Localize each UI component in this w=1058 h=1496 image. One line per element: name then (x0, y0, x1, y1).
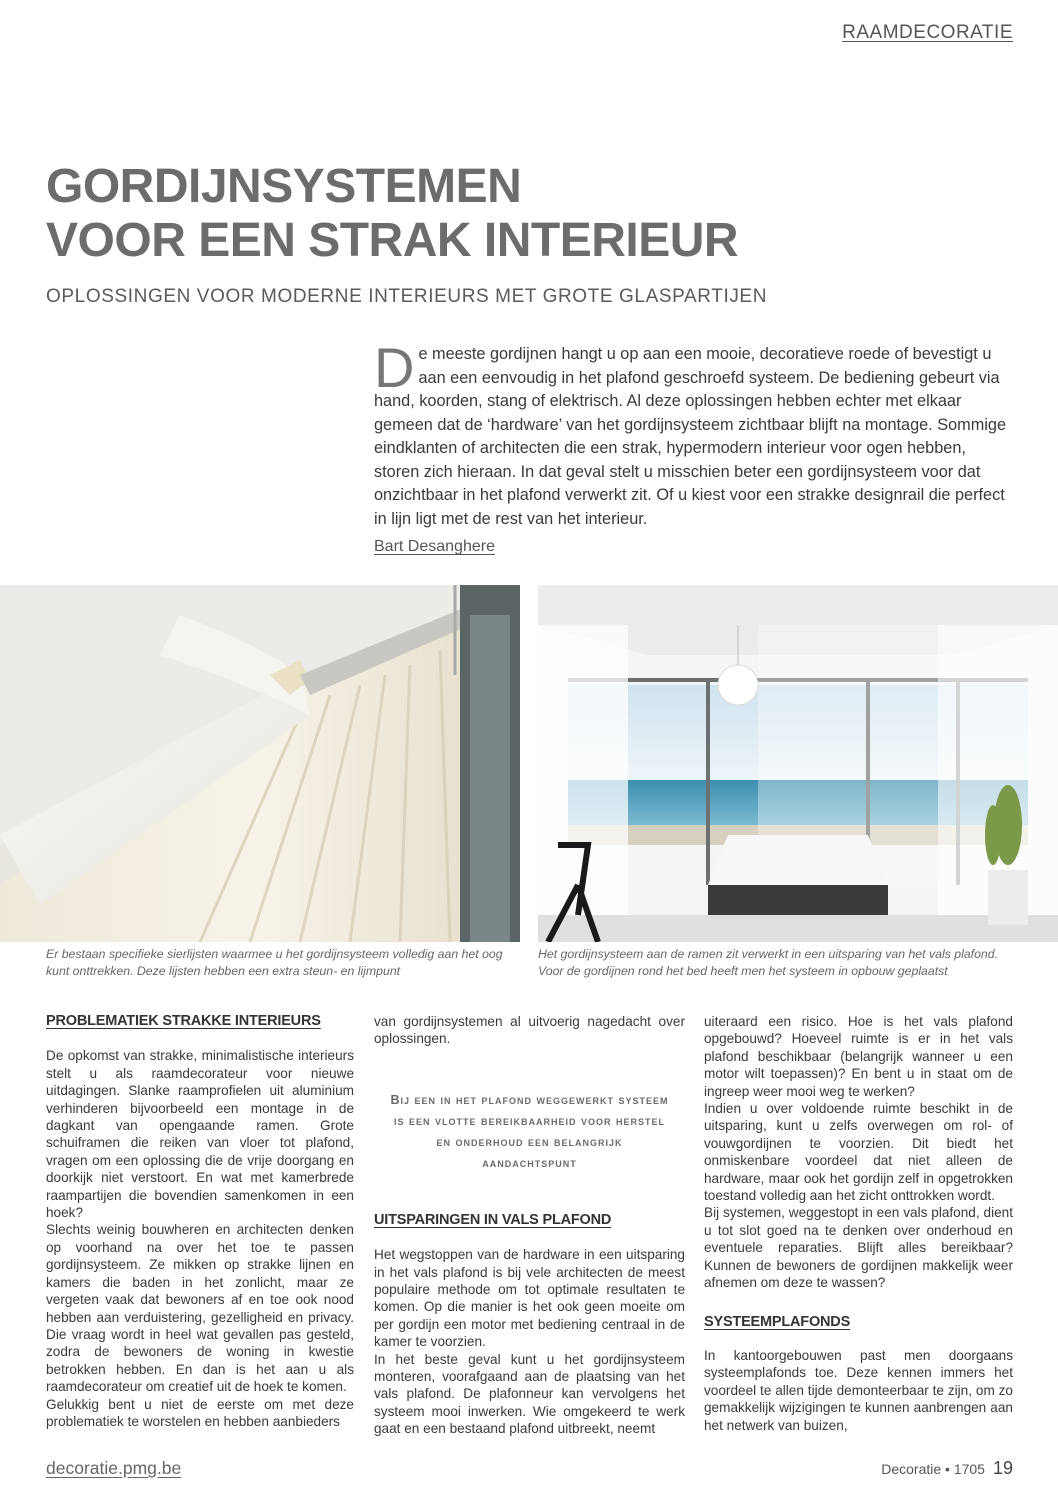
col2-paragraph-2: Het wegstoppen van de hardware in een uitsparing in het vals plafond is bij vele architecten de meest populaire methode om tot optimale resultaten te komen. Op die manier is het ook geen moeite om per gordijn een motor met bediening centraal in de kamer te voorzien. (374, 1247, 685, 1350)
drop-cap: D (374, 336, 415, 399)
col3-paragraph-1: uiteraard een risico. Hoe is het vals plafond opgebouwd? Hoeveel ruimte is er in het vals plafond beschikbaar (belangrijk wanneer u een motor wilt toepassen)? En bent u in staat om de ingreep weer mooi weg te werken? (704, 1014, 1013, 1099)
footer-page-info (881, 1458, 1013, 1479)
intro-paragraph (374, 336, 1014, 531)
intro-text: e meeste gordijnen hangt u op aan een mooie, decoratieve roede of bevestigt u aan een eenvoudig in het plafond geschroefd systeem. De bediening gebeurt via hand, koorden, stang of elektrisch. Al deze oplossingen hebben echter met elkaar gemeen dat de ‘hardware’ van het gordijnsysteem zichtbaar blijft na montage. Sommige eindklanten of architecten die een strak, hypermodern interieur voor ogen hebben, storen zich hieraan. In dat geval stelt u misschien beter een gordijnsysteem voor dat onzichtbaar in het plafond verwerkt zit. Of u kiest voor een strakke designrail die perfect in lijn ligt met de rest van het interieur. (374, 345, 1006, 528)
heading-systeemplafonds: SYSTEEMPLAFONDS (704, 1313, 851, 1330)
pull-quote: Bij een in het plafond weggewerkt systeem is een vlotte bereikbaarheid voor herstel en onderhoud een belangrijk aandachtspunt (390, 1092, 669, 1170)
col1-paragraph-1: De opkomst van strakke, minimalistische interieurs stelt u als raamdecorateur voor nieuwe uitdagingen. Slanke raamprofielen uit aluminium verhinderen bijvoorbeeld een montage in de dagkant van opengaande ramen. Grote schuiframen die reiken van vloer tot plafond, vragen om een oplossing die de vrije doorgang en doorkijk niet verstoort. En wat met kamerbrede raampartijen die bovendien samenkomen in een hoek? (46, 1048, 354, 1221)
column-3 (704, 1013, 1013, 1434)
title-line-1: GORDIJNSYSTEMEN (46, 160, 522, 213)
author-byline: Bart Desanghere (374, 538, 495, 555)
photo-bedroom (538, 585, 1058, 942)
col3-paragraph-3: Bij systemen, weggestopt in een vals plafond, dient u tot slot goed na te denken over onderhoud en eventuele reparaties. Blijft alles bereikbaar? Kunnen de bewoners de gordijnen makkelijk weer afnemen om deze te wassen? (704, 1205, 1013, 1291)
section-label: RAAMDECORATIE (842, 22, 1013, 43)
col2-paragraph-3: In het beste geval kunt u het gordijnsysteem monteren, voorafgaand aan de plaatsing van het vals plafond. De plafonneur kan vervolgens het systeem mooi inwerken. Wie omgekeerd te werk gaat en een bestaand plafond uitbreekt, neemt (374, 1351, 685, 1437)
heading-uitsparingen: UITSPARINGEN IN VALS PLAFOND (374, 1211, 612, 1228)
col3-paragraph-4: In kantoorgebouwen past men doorgaans systeemplafonds toe. Deze kennen immers het voordeel te allen tijde demonteerbaar te zijn, om zo gemakkelijk wijzigingen te kunnen aanbrengen aan het netwerk van buizen, (704, 1347, 1013, 1433)
column-2 (374, 1013, 685, 1438)
cornice-illustration (0, 585, 520, 942)
footer-website-link[interactable]: decoratie.pmg.be (46, 1458, 182, 1478)
bedroom-illustration (538, 585, 1058, 942)
page-number: 19 (992, 1458, 1013, 1478)
caption-left: Er bestaan specifieke sierlijsten waarmee u het gordijnsysteem volledig aan het oog kunt onttrekken. Deze lijsten hebben een extra steun- en lijmpunt (46, 947, 503, 978)
title-line-2: VOOR EEN STRAK INTERIEUR (46, 214, 739, 267)
article-subtitle: OPLOSSINGEN VOOR MODERNE INTERIEURS MET GROTE GLASPARTIJEN (46, 286, 768, 307)
caption-right: Het gordijnsysteem aan de ramen zit verwerkt in een uitsparing van het vals plafond. Voor de gordijnen rond het bed heeft men het systeem in opbouw geplaatst (538, 947, 999, 978)
col1-paragraph-3: Gelukkig bent u niet de eerste om met deze problematiek te worstelen en hebben aanbieders (46, 1396, 354, 1429)
col1-paragraph-2: Slechts weinig bouwheren en architecten denken op voorhand na over het toe te passen gordijnsysteem. Ze mikken op strakke lijnen en kamers die baden in het zonlicht, maar ze vergeten vaak dat bewoners af en toe ook nood hebben aan verduistering, gezelligheid en privacy. Die vraag wordt in heel wat gevallen pas gesteld, zodra de bewoners de woning in kwestie betrokken hebben. En dan is het aan u als raamdecorateur om creatief uit de hoek te komen. (46, 1222, 354, 1395)
col2-paragraph-1: van gordijnsystemen al uitvoerig nagedacht over oplossingen. (374, 1014, 685, 1047)
heading-problematiek: PROBLEMATIEK STRAKKE INTERIEURS (46, 1013, 321, 1029)
magazine-issue: Decoratie • 1705 (881, 1461, 985, 1477)
article-title (46, 160, 738, 268)
photo-cornice (0, 585, 520, 942)
col3-paragraph-2: Indien u over voldoende ruimte beschikt in de uitsparing, kunt u zelfs overwegen om rol- of vouwgordijnen te voorzien. Dit biedt het onmiskenbare voordeel dat niet alleen de hardware, maar ook het gordijn zelf in opgetrokken toestand volledig aan het zicht onttrokken wordt. (704, 1101, 1013, 1204)
column-1 (46, 1013, 354, 1430)
